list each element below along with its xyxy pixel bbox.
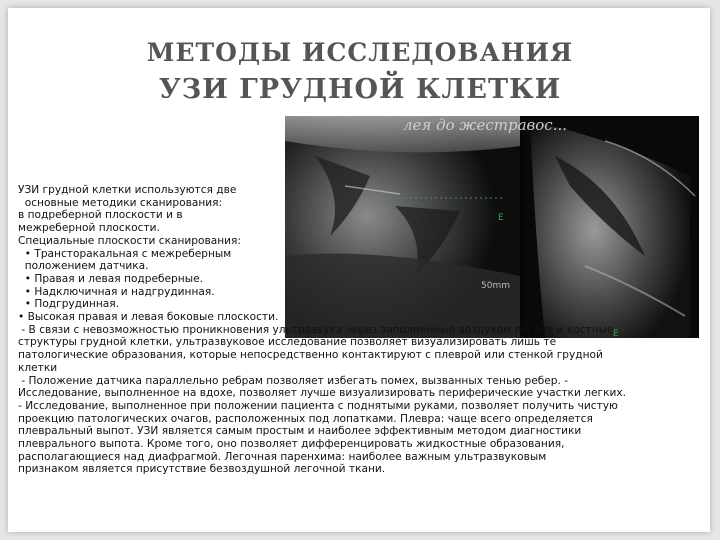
text-line: • Трансторакальная с межреберным [18, 247, 232, 260]
text-line: - Исследование, выполненное при положении пациента с поднятыми руками, позволяет получить чистую [18, 399, 618, 412]
slide-title-line2: УЗИ ГРУДНОЙ КЛЕТКИ [158, 74, 562, 105]
text-line: • Надключичная и надгрудинная. [18, 285, 215, 298]
text-line: положением датчика. [18, 260, 149, 273]
ultrasound-marker-left: E [498, 213, 504, 223]
text-line: структуры грудной клетки, ультразвуковое исследование позволяет визуализировать лишь те [18, 336, 557, 349]
text-line: - В связи с невозможностью проникновения ультразвука через заполненные воздухом легкие и костные [18, 323, 614, 336]
text-line: - Положение датчика параллельно ребрам позволяет избегать помех, вызванных тенью ребер. - [18, 374, 569, 387]
text-line: основные методики сканирования: [18, 196, 223, 209]
ultrasound-marker-right: E [613, 329, 619, 338]
slide-body-text [18, 184, 698, 476]
text-line: плеврального выпота. Кроме того, оно позволяет дифференцировать жидкостные образования, [18, 438, 565, 451]
text-line: межреберной плоскости. [18, 222, 160, 235]
text-line: • Подгрудинная. [18, 298, 119, 311]
text-line: признаком является присутствие безвоздушной легочной ткани. [18, 463, 386, 476]
text-line: располагающиеся над диафрагмой. Легочная паренхима: наиболее важным ультразвуковым [18, 450, 547, 463]
text-line: патологические образования, которые непосредственно контактируют с плеврой или стенкой грудной [18, 349, 603, 362]
text-line: проекцию патологических очагов, расположенных под лопатками. Плевра: чаще всего определяется [18, 412, 593, 425]
text-line: • Правая и левая подреберные. [18, 272, 203, 285]
text-line: • Высокая правая и левая боковые плоскости. [18, 311, 279, 324]
ultrasound-scale-label: 50mm [481, 281, 510, 291]
text-line: плевральный выпот. УЗИ является самым простым и наиболее эффективным методом диагностики [18, 425, 582, 438]
text-line: УЗИ грудной клетки используются две [18, 184, 237, 196]
text-line: Исследование, выполненное на вдохе, позволяет лучше визуализировать периферические участки легких. [18, 387, 626, 400]
text-line: Специальные плоскости сканирования: [18, 234, 241, 247]
text-line: клетки [18, 361, 58, 374]
slide-title-line1: МЕТОДЫ ИССЛЕДОВАНИЯ [146, 38, 574, 67]
text-line: в подреберной плоскости и в [18, 209, 183, 222]
ultrasound-caption: лея до жестравос... [403, 116, 567, 134]
